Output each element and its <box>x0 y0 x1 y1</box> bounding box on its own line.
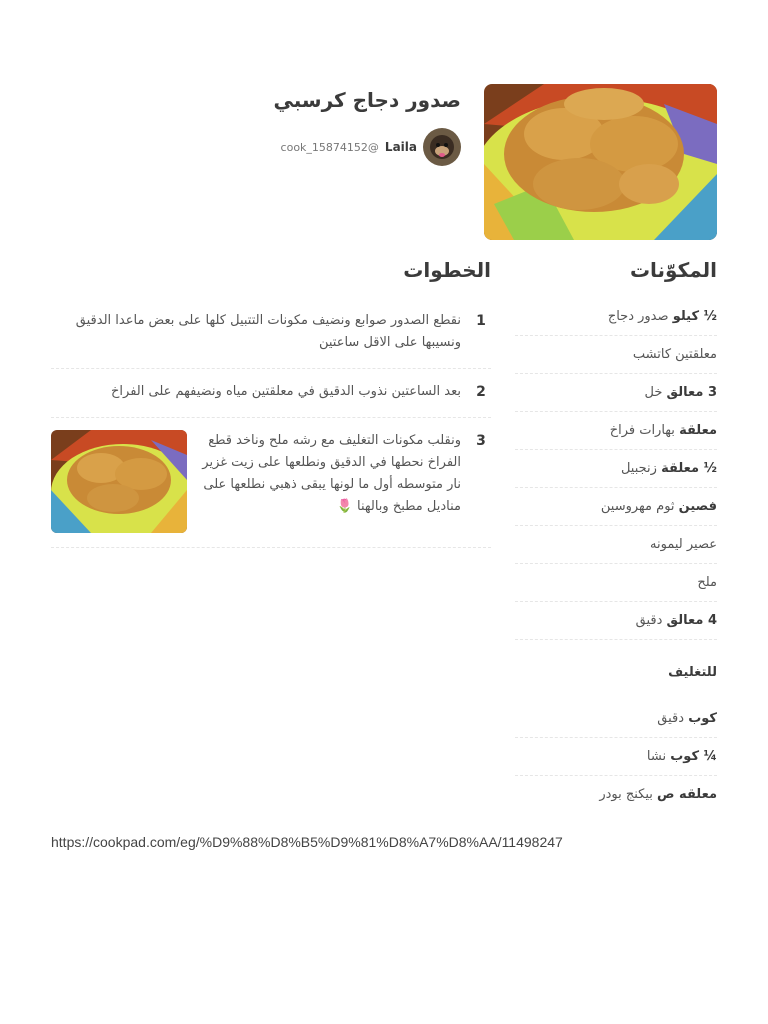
ingredient-name: عصير ليمونه <box>650 537 717 552</box>
step-number: 3 <box>476 433 486 449</box>
steps-list <box>51 298 491 548</box>
ingredient-name: زنجبيل <box>620 461 657 476</box>
ingredient-name: دقيق <box>635 613 663 628</box>
ingredient-section-title: للتغليف <box>668 665 717 680</box>
ingredient-item <box>515 488 717 526</box>
step-text: نقطع الصدور صوابع ونضيف مكونات التتبيل كلها على بعض ماعدا الدقيق ونسيبها على الاقل ساعتين <box>75 313 461 350</box>
ingredient-item <box>515 298 717 336</box>
step-text: ونقلب مكونات التغليف مع رشه ملح وناخد قطع الفراخ نحطها في الدقيق ونطلعها على زيت غزير نار متوسطه أول ما لونها يبقى ذهبي نطلعها على مناديل مطبخ وبالهنا 🌷 <box>202 433 461 514</box>
ingredient-item <box>515 602 717 640</box>
ingredient-qty: 4 معالق <box>666 613 717 628</box>
step-text: بعد الساعتين نذوب الدقيق في معلقتين مياه ونضيفهم على الفراخ <box>111 384 461 399</box>
ingredient-item <box>515 738 717 776</box>
ingredient-qty: معلقة <box>679 423 717 438</box>
ingredients-heading: المكوّنات <box>629 258 717 282</box>
ingredient-qty: ¼ كوب <box>670 749 717 764</box>
ingredient-item <box>515 564 717 602</box>
ingredient-item <box>515 526 717 564</box>
author-avatar[interactable] <box>423 128 461 166</box>
ingredient-qty: 3 معالق <box>666 385 717 400</box>
ingredient-name: ثوم مهروسين <box>600 499 675 514</box>
source-url[interactable]: https://cookpad.com/eg/%D9%88%D8%B5%D9%81%D8%A7%D8%AA/11498247 <box>51 834 563 850</box>
ingredient-name: خل <box>644 385 663 400</box>
recipe-page <box>51 84 717 802</box>
recipe-hero-photo <box>484 84 717 240</box>
ingredient-name: نشا <box>646 749 667 764</box>
steps-heading: الخطوات <box>403 258 491 282</box>
ingredient-name: ملح <box>697 575 717 590</box>
ingredient-item <box>515 336 717 374</box>
step-item <box>51 369 491 418</box>
step-number: 2 <box>476 384 486 400</box>
ingredient-qty: معلقه ص <box>657 787 717 802</box>
ingredient-item <box>515 450 717 488</box>
step-number: 1 <box>476 313 486 329</box>
ingredient-name: بهارات فراخ <box>609 423 675 438</box>
ingredient-name: صدور دجاج <box>607 309 669 324</box>
ingredient-item <box>515 374 717 412</box>
ingredient-name: دقيق <box>657 711 685 726</box>
ingredient-qty: كوب <box>688 711 717 726</box>
ingredient-name: بيكنج بودر <box>599 787 653 802</box>
author-name[interactable]: Laila <box>384 140 417 154</box>
ingredient-qty: ½ كيلو <box>672 309 717 324</box>
ingredient-item <box>515 776 717 813</box>
step-photo[interactable] <box>51 430 187 533</box>
step-item <box>51 418 491 548</box>
ingredients-list <box>515 298 717 813</box>
step-item <box>51 298 491 369</box>
ingredients-section <box>515 256 717 813</box>
ingredient-item <box>515 412 717 450</box>
ingredient-qty: فصين <box>678 499 717 514</box>
recipe-title: صدور دجاج كرسبي <box>273 88 461 112</box>
author-handle[interactable]: @cook_15874152 <box>280 140 379 154</box>
steps-section <box>51 256 491 548</box>
ingredient-item <box>515 700 717 738</box>
ingredient-qty: ½ معلقة <box>661 461 717 476</box>
recipe-header <box>51 84 717 240</box>
ingredient-name: معلقتين كاتشب <box>632 347 717 362</box>
author-row[interactable] <box>281 128 461 166</box>
